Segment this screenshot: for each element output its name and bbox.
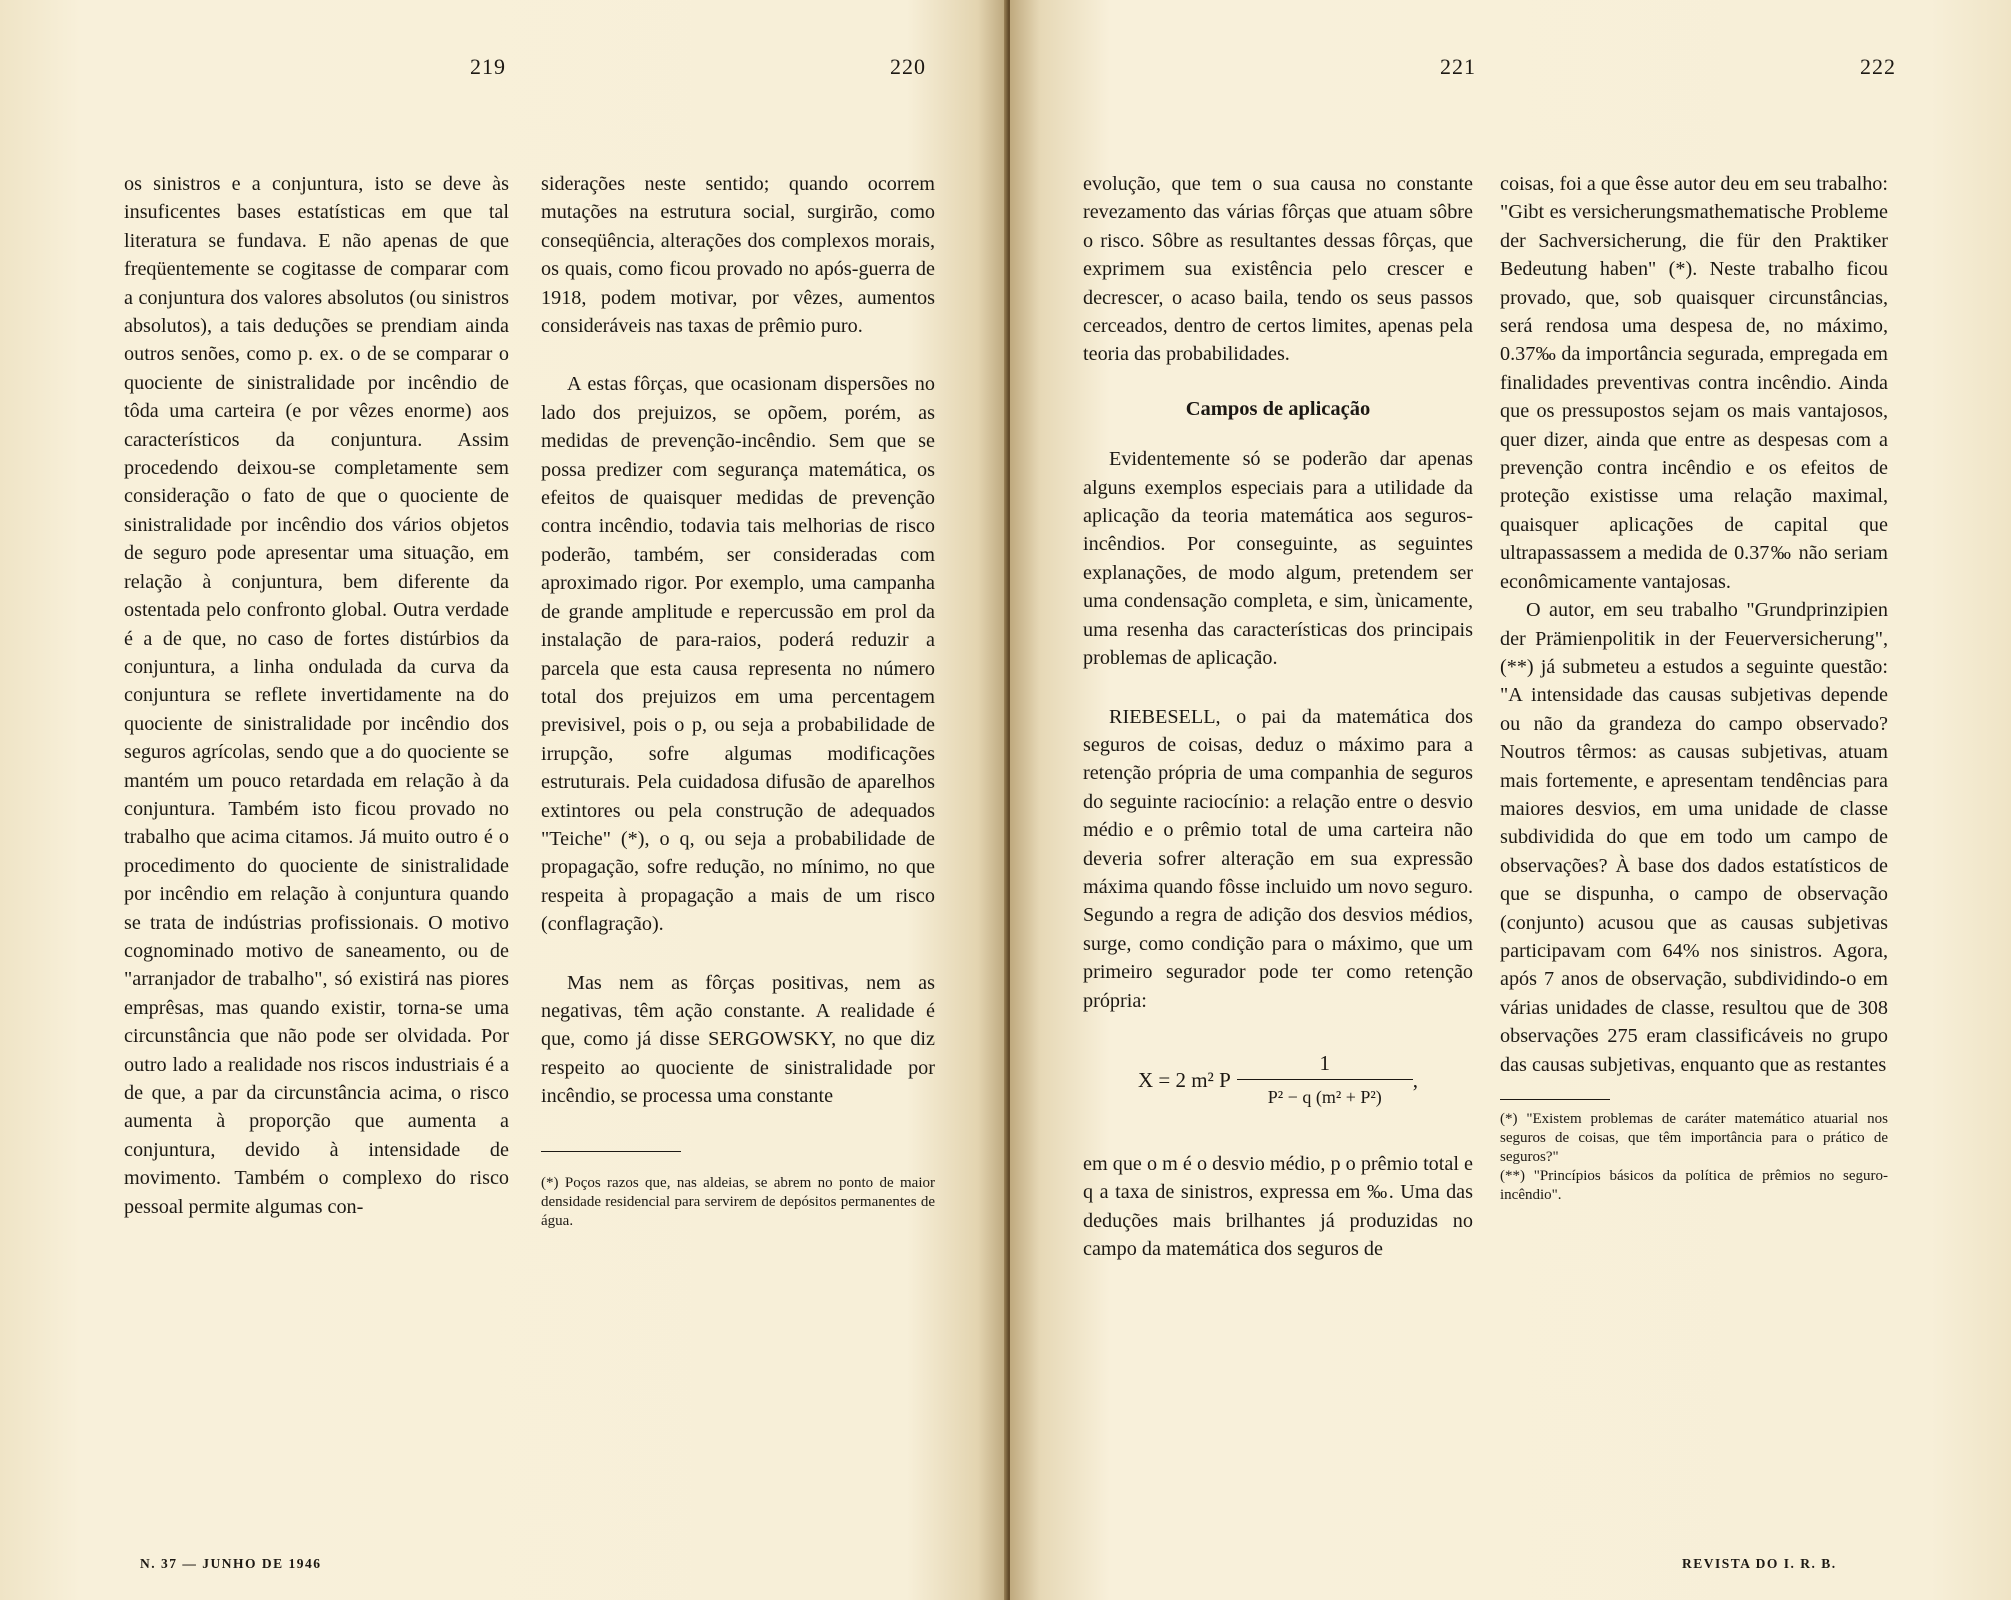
page-number-222: 222 <box>1860 54 1896 79</box>
column-2-paragraph-3: Mas nem as fôrças positivas, nem as negativas, têm ação constante. A realidade é que, como já disse SERGOWSKY, no que diz respeito ao quociente de sinistralidade por incêndio, se processa uma constante <box>541 971 935 1108</box>
page-number-221: 221 <box>1440 54 1476 79</box>
column-3-paragraph-1: evolução, que tem o sua causa no constante revezamento das várias fôrças que atuam sôbre o risco. Sôbre as resultantes dessas fôrças, que exprimem sua existência pelo crescer e decrescer, o acaso baila, tendo os seus passos cerceados, dentro de certos limites, apenas pela teoria das probabilidades. <box>1083 173 1473 366</box>
formula-fraction <box>1237 1049 1413 1112</box>
column-3 <box>1083 170 1473 1263</box>
footnote-2: (**) "Princípios básicos da política de prêmios no seguro-incêndio". <box>1500 1168 1888 1203</box>
section-heading: Campos de aplicação <box>1185 397 1371 420</box>
footnote-divider-right <box>1500 1099 1610 1100</box>
column-4 <box>1500 170 1888 1205</box>
footnote-divider <box>541 1151 681 1152</box>
column-1 <box>124 170 509 1221</box>
page-number-220: 220 <box>890 54 926 79</box>
page-number-219: 219 <box>470 54 506 79</box>
column-4-paragraph-2: O autor, em seu trabalho "Grundprinzipien der Prämienpolitik in der Feuerversicherung", (**) já submeteu a estudos a seguinte questão: "A intensidade das causas subjetivas depende ou não da grandeza do campo observado? Noutros têrmos: as causas subjetivas, atuam mais fortemente, e apresentam tendências para maiores desvios, em uma unidade de classe subdividida do que em todo um campo de observações? À base dos dados estatísticos de que se dispunha, o campo de observação (conjunto) acusou que as causas subjetivas participavam com 64% nos sinistros. Agora, após 7 anos de observação, subdividindo-o em várias unidades de classe, resultou que de 308 observações 275 eram classificáveis no grupo das causas subjetivas, enquanto que as restantes <box>1500 599 1888 1076</box>
column-3-paragraph-3: RIEBESELL, o pai da matemática dos seguros de coisas, deduz o máximo para a retenção própria de uma companhia de seguros do seguinte raciocínio: a relação entre o desvio médio e o prêmio total de uma carteira não deveria sofrer alteração em sua expressão máxima quando fôsse incluido um novo seguro. Segundo a regra de adição dos desvios médios, surge, como condição para o máximo, que um primeiro segurador pode ter como retenção própria: <box>1083 705 1473 1012</box>
right-leaf <box>1010 0 2011 1600</box>
column-3-paragraph-4: em que o m é o desvio médio, p o prêmio total e q a taxa de sinistros, expressa em ‰. Uma das deduções mais brilhantes já produzidas no campo da matemática dos seguros de <box>1083 1152 1473 1260</box>
column-3-paragraph-2: Evidentemente só se poderão dar apenas alguns exemplos especiais para a utilidade da aplicação da teoria matemática aos seguros-incêndios. Por conseguinte, as seguintes explanações, de modo algum, pretendem ser uma condensação completa, e sim, ùnicamente, uma resenha das características dos principais problemas de aplicação. <box>1083 448 1473 670</box>
formula-lhs: X = 2 m² P <box>1137 1068 1231 1093</box>
column-2 <box>541 170 935 1231</box>
footer-issue: N. 37 — JUNHO DE 1946 <box>140 1556 322 1571</box>
column-4-paragraph-1: coisas, foi a que êsse autor deu em seu trabalho: "Gibt es versicherungsmathematische Probleme der Sachversicherung, die für den Praktiker Bedeutung haben" (*). Neste trabalho ficou provado, que, sob quaisquer circunstâncias, será rendosa uma despesa de, no máximo, 0.37‰ da importância segurada, empregada em finalidades preventivas contra incêndio. Ainda que os pressupostos sejam os mais vantajosos, quer dizer, ainda que entre as despesas com a prevenção contra incêndio e os efeitos de proteção existisse uma relação maximal, quaisquer aplicações de capital que ultrapassassem a medida de 0.37‰ não seriam econômicamente vantajosas. <box>1500 173 1888 593</box>
footnote: (*) Poços razos que, nas aldeias, se abrem no ponto de maior densidade residencial para servirem de depósitos permanentes de água. <box>541 1174 935 1229</box>
column-1-text: os sinistros e a conjuntura, isto se deve às insuficentes bases estatísticas em que tal literatura se fundava. E não apenas de que freqüentemente se cogitasse de comparar com a conjuntura dos valores absolutos (ou sinistros absolutos), a tais deduções se prendiam ainda outros senões, como p. ex. o de se comparar o quociente de sinistralidade por incêndio de tôda uma carteira (e por vêzes enorme) aos característicos da conjuntura. Assim procedendo deixou-se completamente sem consideração o fato de que o quociente de sinistralidade por incêndio dos vários objetos de seguro pode apresentar uma situação, em relação à conjuntura, bem diferente da ostentada pelo confronto global. Outra verdade é a de que, no caso de fortes distúrbios da conjuntura, a linha ondulada da curva da conjuntura se reflete invertidamente na do quociente de sinistralidade por incêndio dos seguros agrícolas, sendo que a do quociente se mantém um pouco retardada em relação à da conjuntura. Também isto ficou provado no trabalho que acima citamos. Já muito outro é o procedimento do quociente de sinistralidade por incêndio em relação à conjuntura quando se trata de indústrias profissionais. O motivo cognominado motivo de saneamento, ou de "arranjador de trabalho", só existirá nas piores emprêsas, mas quando existir, torna-se uma circunstância que não pode ser olvidada. Por outro lado a realidade nos riscos industriais é a de que, a par da circunstância acima, o risco aumenta à proporção que aumenta a conjuntura, devido à intensidade de movimento. Também o complexo do risco pessoal permite algumas con- <box>124 173 509 1218</box>
column-2-paragraph-2: A estas fôrças, que ocasionam dispersões no lado dos prejuizos, se opõem, porém, as medidas de prevenção-incêndio. Sem que se possa predizer com segurança matemática, os efeitos de quaisquer medidas de prevenção contra incêndio, todavia tais melhorias de risco poderão, também, ser consideradas com aproximado rigor. Por exemplo, uma campanha de grande amplitude e repercussão em prol da instalação de para-raios, poderá reduzir a parcela que esta causa representa no número total dos prejuizos em uma percentagem previsivel, pois o p, ou seja a probabilidade de irrupção, sofre algumas modificações estruturais. Pela cuidadosa difusão de aparelhos extintores ou pela construção de adequados "Teiche" (*), o q, ou seja a probabilidade de propagação, sofre redução, no mínimo, no que respeita à propagação a mais de um risco (conflagração). <box>541 373 935 936</box>
formula-tail: , <box>1412 1068 1419 1093</box>
column-2-paragraph-1: siderações neste sentido; quando ocorrem mutações na estrutura social, surgirão, como conseqüência, alterações dos complexos morais, os quais, como ficou provado no após-guerra de 1918, podem motivar, por vêzes, aumentos consideráveis nas taxas de prêmio puro. <box>541 173 935 338</box>
formula-denominator: P² − q (m² + P²) <box>1267 1087 1382 1108</box>
footnote-1: (*) "Existem problemas de caráter matemático atuarial nos seguros de coisas, que têm importância para o prático de seguros?" <box>1500 1111 1888 1165</box>
formula <box>1083 1049 1473 1112</box>
footer-journal: REVISTA DO I. R. B. <box>1682 1556 1837 1571</box>
formula-numerator: 1 <box>1237 1049 1413 1080</box>
